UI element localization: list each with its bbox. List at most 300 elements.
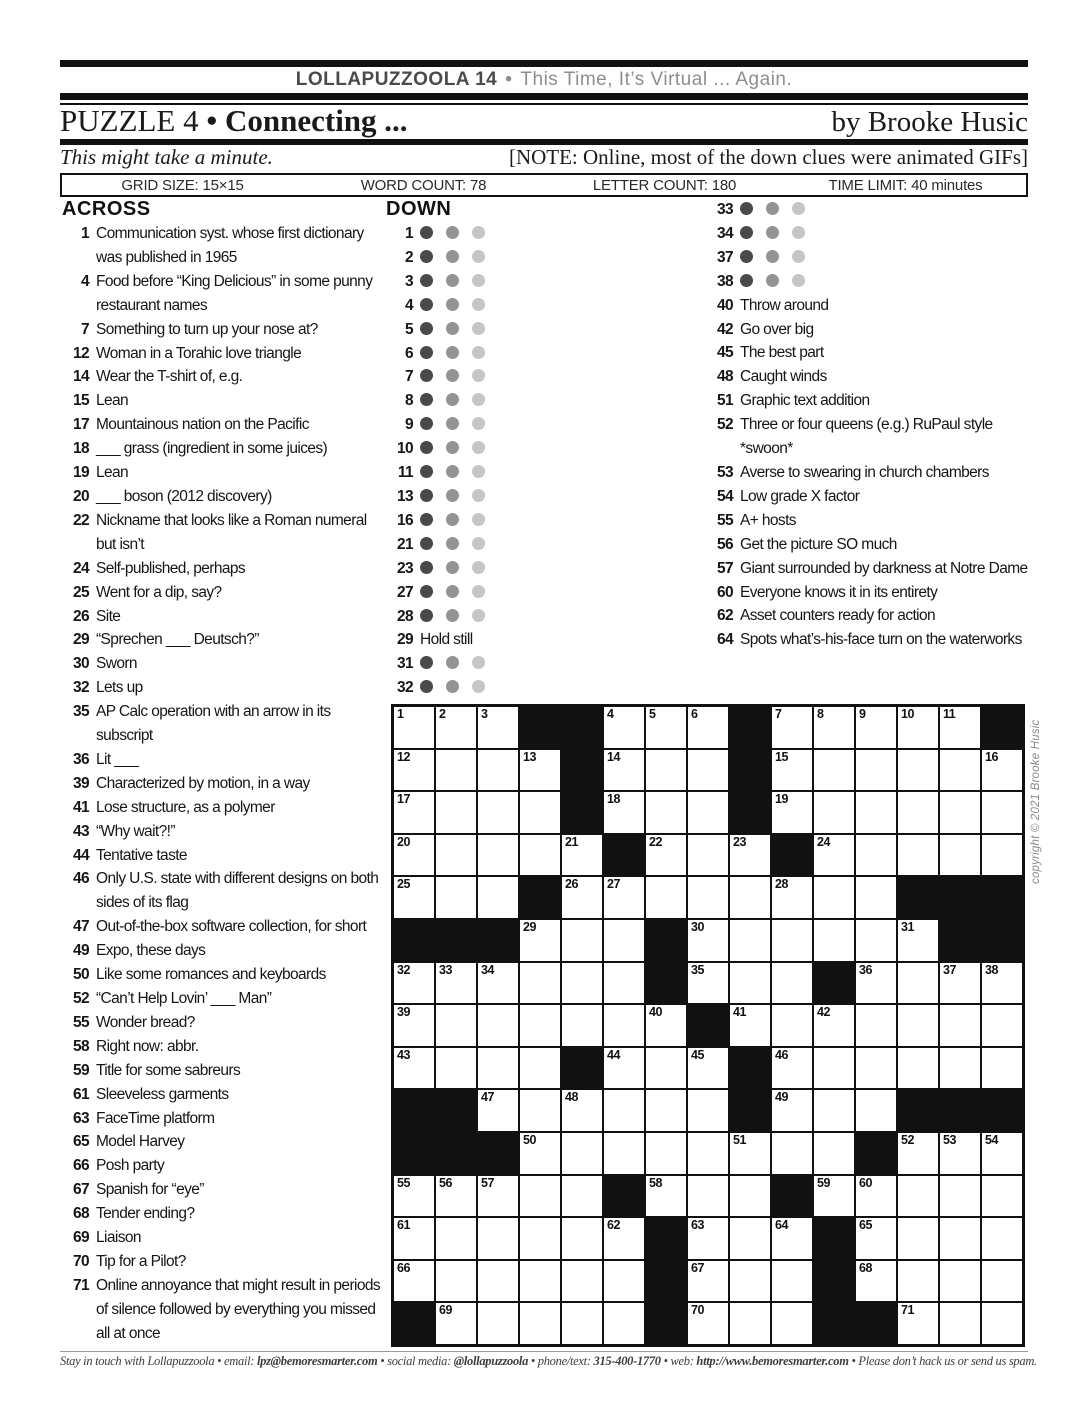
note-row — [60, 145, 1028, 170]
dot-icon — [420, 561, 433, 574]
dot-icon — [472, 274, 485, 287]
grid-cell-number: 28 — [775, 877, 788, 892]
across-clue — [62, 1226, 386, 1250]
grid-cell — [688, 707, 728, 748]
grid-cell — [688, 1048, 728, 1089]
dot-icon — [792, 250, 805, 263]
clue-text: Communication syst. whose first dictionary was published in 1965 — [96, 225, 364, 266]
grid-cell-number: 38 — [985, 962, 998, 977]
grid-cell-number: 64 — [775, 1218, 788, 1233]
gif-placeholder-dots — [420, 461, 688, 485]
event-brand: LOLLAPUZZOOLA 14 — [295, 68, 498, 90]
clue-text: Asset counters ready for action — [740, 607, 936, 625]
grid-cell — [604, 792, 644, 833]
grid-cell — [436, 1176, 476, 1217]
grid-cell — [814, 1176, 854, 1217]
grid-cell — [814, 1005, 854, 1046]
grid-cell — [646, 707, 686, 748]
down-column-2 — [706, 198, 1030, 652]
grid-cell — [394, 707, 434, 748]
grid-cell — [688, 1176, 728, 1217]
grid-cell — [604, 1048, 644, 1089]
grid-cell-number: 57 — [481, 1175, 494, 1190]
grid-cell — [604, 1133, 644, 1174]
grid-cell-black — [730, 792, 770, 833]
grid-cell — [772, 877, 812, 918]
dot-icon — [472, 656, 485, 669]
gif-placeholder-dots — [420, 485, 688, 509]
across-clue — [62, 1035, 386, 1059]
grid-cell-number: 16 — [985, 749, 998, 764]
grid-cell-number: 44 — [607, 1047, 620, 1062]
grid-cell-number: 61 — [397, 1218, 410, 1233]
dot-icon — [420, 489, 433, 502]
grid-cell-number: 49 — [775, 1090, 788, 1105]
clue-number: 52 — [72, 990, 89, 1007]
across-clue — [62, 557, 386, 581]
footer-text: • web: — [660, 1354, 697, 1368]
grid-cell — [982, 750, 1022, 791]
clue-text: Giant surrounded by darkness at Notre Dame — [740, 559, 1028, 577]
dot-icon — [420, 465, 433, 478]
across-clue — [62, 1154, 386, 1178]
grid-cell — [772, 1303, 812, 1344]
byline: by Brooke Husic — [831, 106, 1028, 138]
gif-placeholder-dots — [420, 605, 688, 629]
clue-number: 34 — [716, 224, 733, 242]
down-clue — [386, 628, 688, 652]
grid-cell — [730, 1303, 770, 1344]
gif-placeholder-dots — [420, 557, 688, 581]
grid-cell — [982, 1303, 1022, 1344]
dot-icon — [420, 417, 433, 430]
grid-cell — [520, 1048, 560, 1089]
dot-icon — [446, 489, 459, 502]
grid-cell — [940, 1261, 980, 1302]
across-clue — [62, 1011, 386, 1035]
dot-icon — [472, 393, 485, 406]
grid-cell — [856, 1005, 896, 1046]
grid-cell-black — [940, 877, 980, 918]
dot-icon — [446, 513, 459, 526]
grid-cell-number: 41 — [733, 1005, 746, 1020]
stat-time-limit: TIME LIMIT: 40 minutes — [828, 176, 983, 194]
grid-cell-black — [604, 835, 644, 876]
grid-cell — [562, 1133, 602, 1174]
down-column-1 — [386, 198, 688, 700]
clue-number: 27 — [396, 583, 413, 601]
grid-cell-black — [562, 1048, 602, 1089]
grid-cell — [898, 963, 938, 1004]
dot-icon — [472, 346, 485, 359]
grid-cell-number: 10 — [901, 707, 914, 721]
grid-cell — [772, 1048, 812, 1089]
grid-cell — [394, 1261, 434, 1302]
clue-number: 22 — [72, 511, 89, 529]
clue-number: 70 — [72, 1252, 89, 1270]
grid-cell — [898, 792, 938, 833]
grid-cell-number: 56 — [439, 1175, 452, 1190]
grid-cell — [688, 1218, 728, 1259]
down-clue — [706, 365, 1030, 389]
clue-number: 1 — [404, 225, 413, 242]
dot-icon — [446, 656, 459, 669]
clue-text: Lets up — [96, 679, 143, 697]
grid-cell-black — [730, 1090, 770, 1131]
grid-cell — [688, 1090, 728, 1131]
grid-cell — [688, 1303, 728, 1344]
down-clue — [706, 222, 1030, 246]
clue-text: Tender ending? — [96, 1205, 195, 1223]
across-clue — [62, 413, 386, 437]
clue-number: 51 — [716, 392, 733, 410]
dot-icon — [446, 322, 459, 335]
grid-cell — [562, 835, 602, 876]
grid-cell — [394, 1048, 434, 1089]
dot-icon — [446, 585, 459, 598]
grid-cell — [520, 835, 560, 876]
dot-icon — [446, 537, 459, 550]
across-clue — [62, 1250, 386, 1274]
grid-cell — [604, 750, 644, 791]
gif-placeholder-dots — [740, 270, 1030, 294]
clue-number: 10 — [396, 440, 413, 458]
grid-cell-black — [814, 963, 854, 1004]
clue-text: ___ boson (2012 discovery) — [96, 487, 272, 505]
across-clue — [62, 461, 386, 485]
grid-cell-number: 40 — [649, 1005, 662, 1020]
down-clue — [386, 270, 688, 294]
clue-text: Caught winds — [740, 368, 827, 386]
clue-number: 43 — [72, 822, 89, 840]
clue-text: FaceTime platform — [96, 1109, 215, 1127]
clue-number: 5 — [404, 320, 413, 338]
gif-placeholder-dots — [420, 533, 688, 557]
across-clue — [62, 652, 386, 676]
grid-cell — [646, 1005, 686, 1046]
grid-cell — [478, 750, 518, 791]
clue-number: 46 — [72, 870, 89, 888]
footer-text: • Please don’t hack us or send us spam. — [848, 1354, 1037, 1368]
grid-cell — [604, 963, 644, 1004]
gif-placeholder-dots — [420, 318, 688, 342]
clue-text: Get the picture SO much — [740, 535, 897, 553]
grid-cell — [562, 963, 602, 1004]
grid-cell-black — [856, 1133, 896, 1174]
grid-cell — [394, 963, 434, 1004]
clue-number: 40 — [716, 296, 733, 314]
grid-cell-number: 33 — [439, 962, 452, 977]
across-clue — [62, 939, 386, 963]
down-clue-list-2 — [706, 198, 1030, 652]
grid-cell-number: 67 — [691, 1260, 704, 1275]
grid-cell-black — [436, 1090, 476, 1131]
grid-cell — [814, 1133, 854, 1174]
clue-number: 29 — [72, 631, 89, 649]
across-clue — [62, 1107, 386, 1131]
grid-cell-number: 1 — [397, 707, 404, 721]
across-clue — [62, 1059, 386, 1083]
dot-icon — [740, 250, 753, 263]
clue-number: 17 — [72, 416, 89, 434]
clue-number: 55 — [72, 1013, 89, 1031]
grid-cell-number: 2 — [439, 707, 446, 721]
down-clue — [386, 413, 688, 437]
clue-number: 16 — [396, 511, 413, 529]
grid-cell-black — [982, 1090, 1022, 1131]
down-clue — [386, 294, 688, 318]
grid-cell — [814, 1090, 854, 1131]
gif-placeholder-dots — [420, 581, 688, 605]
grid-cell — [940, 1005, 980, 1046]
grid-cell — [856, 835, 896, 876]
grid-cell-black — [940, 920, 980, 961]
grid-cell — [982, 1048, 1022, 1089]
grid-cell — [898, 835, 938, 876]
grid-cell-number: 62 — [607, 1218, 620, 1233]
grid-cell — [814, 707, 854, 748]
grid-cell-number: 36 — [859, 962, 872, 977]
grid-cell-black — [940, 1090, 980, 1131]
grid-cell — [814, 1048, 854, 1089]
grid-cell — [940, 750, 980, 791]
grid-cell — [394, 1218, 434, 1259]
grid-cell-black — [982, 920, 1022, 961]
clue-text: Tip for a Pilot? — [96, 1252, 186, 1270]
grid-cell — [394, 1176, 434, 1217]
dot-icon — [792, 202, 805, 215]
down-clue — [386, 485, 688, 509]
grid-cell-number: 47 — [481, 1090, 494, 1105]
grid-cell — [856, 1176, 896, 1217]
grid-cell-number: 7 — [775, 707, 782, 721]
clue-text: AP Calc operation with an arrow in its subscript — [96, 703, 331, 745]
event-banner — [60, 66, 1028, 93]
clue-number: 30 — [72, 655, 89, 673]
down-clue — [706, 604, 1030, 628]
grid-cell-number: 69 — [439, 1303, 452, 1318]
grid-cell — [520, 1303, 560, 1344]
dot-icon — [420, 441, 433, 454]
dot-icon — [472, 465, 485, 478]
grid-cell-number: 55 — [397, 1175, 410, 1190]
grid-cell — [394, 1005, 434, 1046]
down-clue — [386, 461, 688, 485]
grid-cell — [772, 1005, 812, 1046]
clue-text: Woman in a Torahic love triangle — [96, 344, 302, 362]
across-clue — [62, 844, 386, 868]
dot-icon — [472, 369, 485, 382]
grid-cell — [646, 877, 686, 918]
grid-cell-black — [646, 963, 686, 1004]
grid-cell — [562, 1090, 602, 1131]
across-clue — [62, 1083, 386, 1107]
grid-cell-number: 14 — [607, 749, 620, 764]
clue-number: 4 — [404, 296, 413, 314]
clue-text: ___ grass (ingredient in some juices) — [96, 440, 328, 458]
across-clue — [62, 963, 386, 987]
down-clue — [386, 365, 688, 389]
clue-text: The best part — [740, 344, 824, 362]
grid-cell — [730, 835, 770, 876]
across-clue — [62, 605, 386, 629]
grid-cell — [940, 707, 980, 748]
clue-text: Only U.S. state with different designs on both sides of its flag — [96, 870, 379, 912]
gif-placeholder-dots — [740, 198, 1030, 222]
clue-number: 23 — [396, 559, 413, 577]
clue-number: 54 — [716, 487, 733, 505]
grid-cell — [436, 792, 476, 833]
dot-icon — [472, 537, 485, 550]
grid-cell — [604, 1005, 644, 1046]
grid-cell — [898, 1005, 938, 1046]
grid-cell — [436, 1048, 476, 1089]
grid-cell — [940, 1303, 980, 1344]
dot-icon — [472, 322, 485, 335]
grid-cell-number: 53 — [943, 1132, 956, 1147]
stat-letter-count: LETTER COUNT: 180 — [592, 176, 737, 194]
down-clue — [386, 437, 688, 461]
grid-cell — [604, 1303, 644, 1344]
clue-number: 9 — [404, 416, 413, 434]
grid-cell-number: 11 — [943, 707, 956, 721]
clue-text: Something to turn up your nose at? — [96, 320, 318, 338]
grid-cell-number: 63 — [691, 1218, 704, 1233]
dot-icon — [446, 609, 459, 622]
footer-text: • phone/text: — [528, 1354, 594, 1368]
down-clue — [386, 389, 688, 413]
dot-icon — [420, 585, 433, 598]
grid-cell-black — [562, 750, 602, 791]
dot-icon — [766, 274, 779, 287]
clue-text: Lean — [96, 392, 129, 410]
grid-cell — [520, 920, 560, 961]
grid-cell — [646, 750, 686, 791]
dot-icon — [446, 561, 459, 574]
clue-number: 71 — [72, 1276, 89, 1294]
grid-cell — [436, 1005, 476, 1046]
grid-cell — [856, 1048, 896, 1089]
clue-text: Mountainous nation on the Pacific — [96, 416, 309, 434]
clue-text: Nickname that looks like a Roman numeral but isn’t — [96, 511, 367, 553]
grid-cell — [562, 920, 602, 961]
grid-cell — [394, 792, 434, 833]
grid-cell — [520, 792, 560, 833]
grid-cell-black — [394, 1303, 434, 1344]
footer-rule — [60, 1351, 1028, 1352]
grid-cell-number: 30 — [691, 919, 704, 934]
banner-rule-thick — [60, 93, 1028, 100]
clue-text: Like some romances and keyboards — [96, 966, 326, 984]
dot-icon — [420, 346, 433, 359]
clue-number: 45 — [716, 344, 733, 362]
clue-number: 18 — [72, 440, 89, 458]
grid-cell — [520, 1218, 560, 1259]
clue-text: Liaison — [96, 1229, 141, 1247]
clue-number: 33 — [716, 201, 733, 218]
dot-icon — [472, 680, 485, 693]
grid-cell-number: 45 — [691, 1047, 704, 1062]
grid-cell — [688, 750, 728, 791]
dot-icon — [420, 298, 433, 311]
clue-text: Sworn — [96, 655, 137, 673]
footer-contact-value: 315-400-1770 — [593, 1354, 661, 1368]
grid-cell-black — [688, 1005, 728, 1046]
copyright-text: copyright © 2021 Brooke Husic — [1030, 719, 1042, 884]
clue-number: 61 — [72, 1085, 89, 1103]
clue-number: 11 — [397, 464, 413, 482]
grid-cell — [478, 1218, 518, 1259]
puzzle-number: PUZZLE 4 — [60, 103, 207, 138]
across-clue — [62, 270, 386, 318]
dot-icon — [446, 680, 459, 693]
clue-number: 25 — [72, 583, 89, 601]
grid-cell — [772, 1090, 812, 1131]
grid-cell — [898, 1048, 938, 1089]
down-clue — [386, 676, 688, 700]
grid-cell — [898, 707, 938, 748]
clue-text: Tentative taste — [96, 846, 187, 864]
grid-cell — [814, 750, 854, 791]
across-clue — [62, 1130, 386, 1154]
clue-number: 52 — [716, 416, 733, 434]
grid-cell — [730, 877, 770, 918]
clue-text: Food before “King Delicious” in some punny restaurant names — [96, 272, 373, 314]
grid-cell — [940, 1218, 980, 1259]
down-clue — [706, 246, 1030, 270]
grid-cell — [562, 1303, 602, 1344]
clue-number: 41 — [72, 798, 89, 816]
down-header: DOWN — [386, 198, 452, 220]
dot-icon — [766, 250, 779, 263]
dot-icon — [446, 369, 459, 382]
down-clue — [386, 533, 688, 557]
clue-number: 48 — [716, 368, 733, 386]
clue-number: 36 — [72, 750, 89, 768]
grid-cell — [940, 835, 980, 876]
grid-cell-number: 19 — [775, 792, 788, 807]
gif-placeholder-dots — [420, 509, 688, 533]
grid-cell — [436, 835, 476, 876]
across-clue — [62, 222, 386, 270]
dot-icon — [740, 202, 753, 215]
grid-cell — [688, 1261, 728, 1302]
gif-placeholder-dots — [420, 676, 688, 700]
grid-cell-black — [394, 1133, 434, 1174]
grid-cell — [478, 1176, 518, 1217]
dot-icon — [472, 585, 485, 598]
gif-note: [NOTE: Online, most of the down clues were animated GIFs] — [508, 145, 1028, 169]
across-clue — [62, 676, 386, 700]
clue-number: 59 — [72, 1061, 89, 1079]
clue-text: Lit ___ — [96, 750, 139, 768]
grid-cell — [646, 1090, 686, 1131]
grid-cell-number: 8 — [817, 707, 824, 721]
grid-cell — [646, 1048, 686, 1089]
dot-icon — [472, 489, 485, 502]
clue-number: 50 — [72, 966, 89, 984]
clue-text: Site — [96, 607, 121, 625]
clue-number: 21 — [396, 535, 413, 553]
grid-cell — [604, 1090, 644, 1131]
grid-cell-black — [730, 1048, 770, 1089]
dot-icon — [446, 274, 459, 287]
down-clue — [386, 318, 688, 342]
dot-icon — [446, 298, 459, 311]
grid-cell — [688, 835, 728, 876]
across-clue — [62, 342, 386, 366]
clue-number: 68 — [72, 1205, 89, 1223]
